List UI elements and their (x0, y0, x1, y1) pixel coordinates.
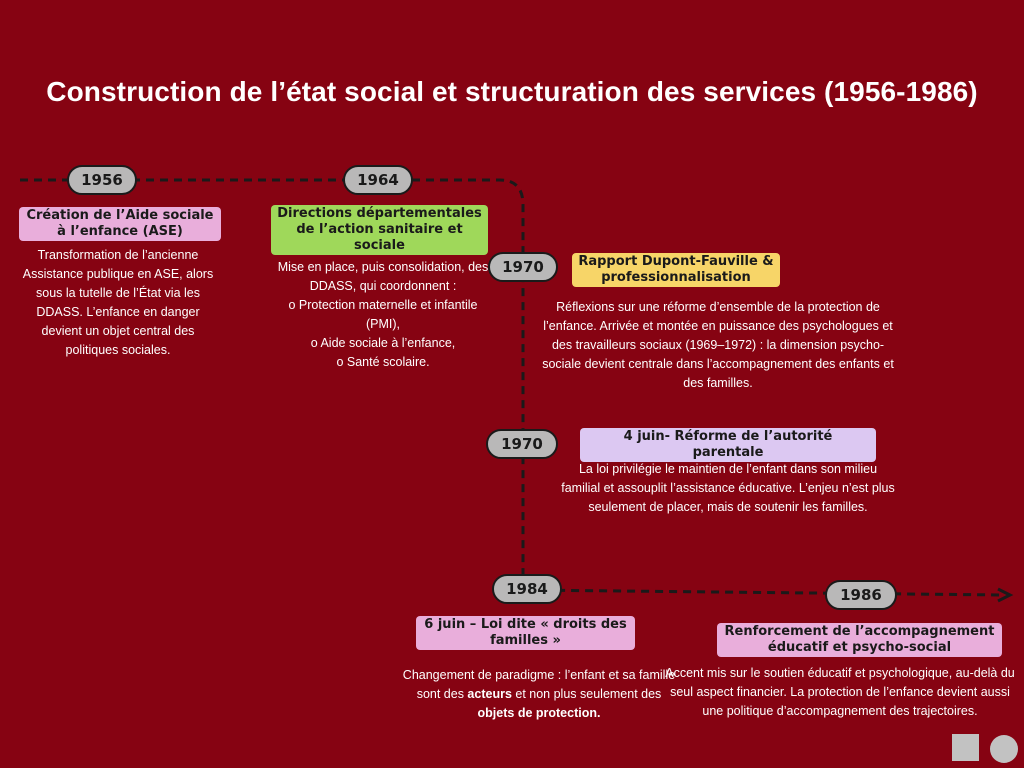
ddass-list-item: o Santé scolaire. (336, 355, 430, 369)
year-badge-1986: 1986 (825, 580, 897, 610)
event-heading-ddass: Directions départementales de l’action sanitaire et sociale (271, 205, 488, 255)
ddass-intro: Mise en place, puis consolidation, des DDASS, qui coordonnent : (277, 260, 489, 293)
event-heading-rapport: Rapport Dupont-Fauville & professionnalisation (572, 253, 780, 287)
event-heading-autorite: 4 juin- Réforme de l’autorité parentale (580, 428, 876, 462)
event-body-autorite: La loi privilégie le maintien de l’enfant dans son milieu familial et assouplit l’assistance éducative. L’enjeu n’est plus seulement de placer, mais de soutenir les familles. (561, 462, 895, 514)
square-shape (952, 734, 979, 761)
year-badge-1956: 1956 (67, 165, 137, 195)
droits-text-2: et non plus seulement des (511, 687, 662, 701)
year-badge-1970-autorite: 1970 (486, 429, 558, 459)
event-body-rapport: Réflexions sur une réforme d’ensemble de la protection de l’enfance. Arrivée et montée en puissance des psychologues et des travailleurs sociaux (1969–1972) : la dimension psycho-sociale devient centrale dans l’accompagnement des enfants et des familles. (542, 300, 894, 390)
year-badge-1984: 1984 (492, 574, 562, 604)
circle-shape (990, 735, 1018, 763)
event-body-ddass (270, 258, 496, 372)
event-heading-ase: Création de l’Aide sociale à l’enfance (ASE) (19, 207, 221, 241)
event-body-renforcement: Accent mis sur le soutien éducatif et psychologique, au-delà du seul aspect financier. La protection de l’enfance devient aussi une politique d’accompagnement des trajectoires. (665, 666, 1015, 718)
event-heading-droits-familles: 6 juin – Loi dite « droits des familles » (416, 616, 635, 650)
year-badge-1970-rapport: 1970 (488, 252, 558, 282)
event-body-ase: Transformation de l’ancienne Assistance publique en ASE, alors sous la tutelle de l’État via les DDASS. L’enfance en danger devient un objet central des politiques sociales. (22, 248, 214, 357)
event-heading-renforcement: Renforcement de l’accompagnement éducatif et psycho-social (717, 623, 1002, 657)
timeline-arrow-icon (998, 589, 1010, 601)
year-badge-1964: 1964 (343, 165, 413, 195)
page-title: Construction de l’état social et structuration des services (1956-1986) (46, 76, 978, 107)
droits-text-1: Changement de paradigme : l’enfant et sa famille sont des (402, 668, 676, 701)
ddass-list-item: o Protection maternelle et infantile (PMI), (288, 298, 478, 331)
ddass-list-item: o Aide sociale à l’enfance, (310, 336, 456, 350)
droits-emphasis-objets: objets de protection. (477, 706, 601, 720)
droits-emphasis-acteurs: acteurs (467, 687, 512, 701)
event-body-droits-familles (402, 666, 676, 723)
